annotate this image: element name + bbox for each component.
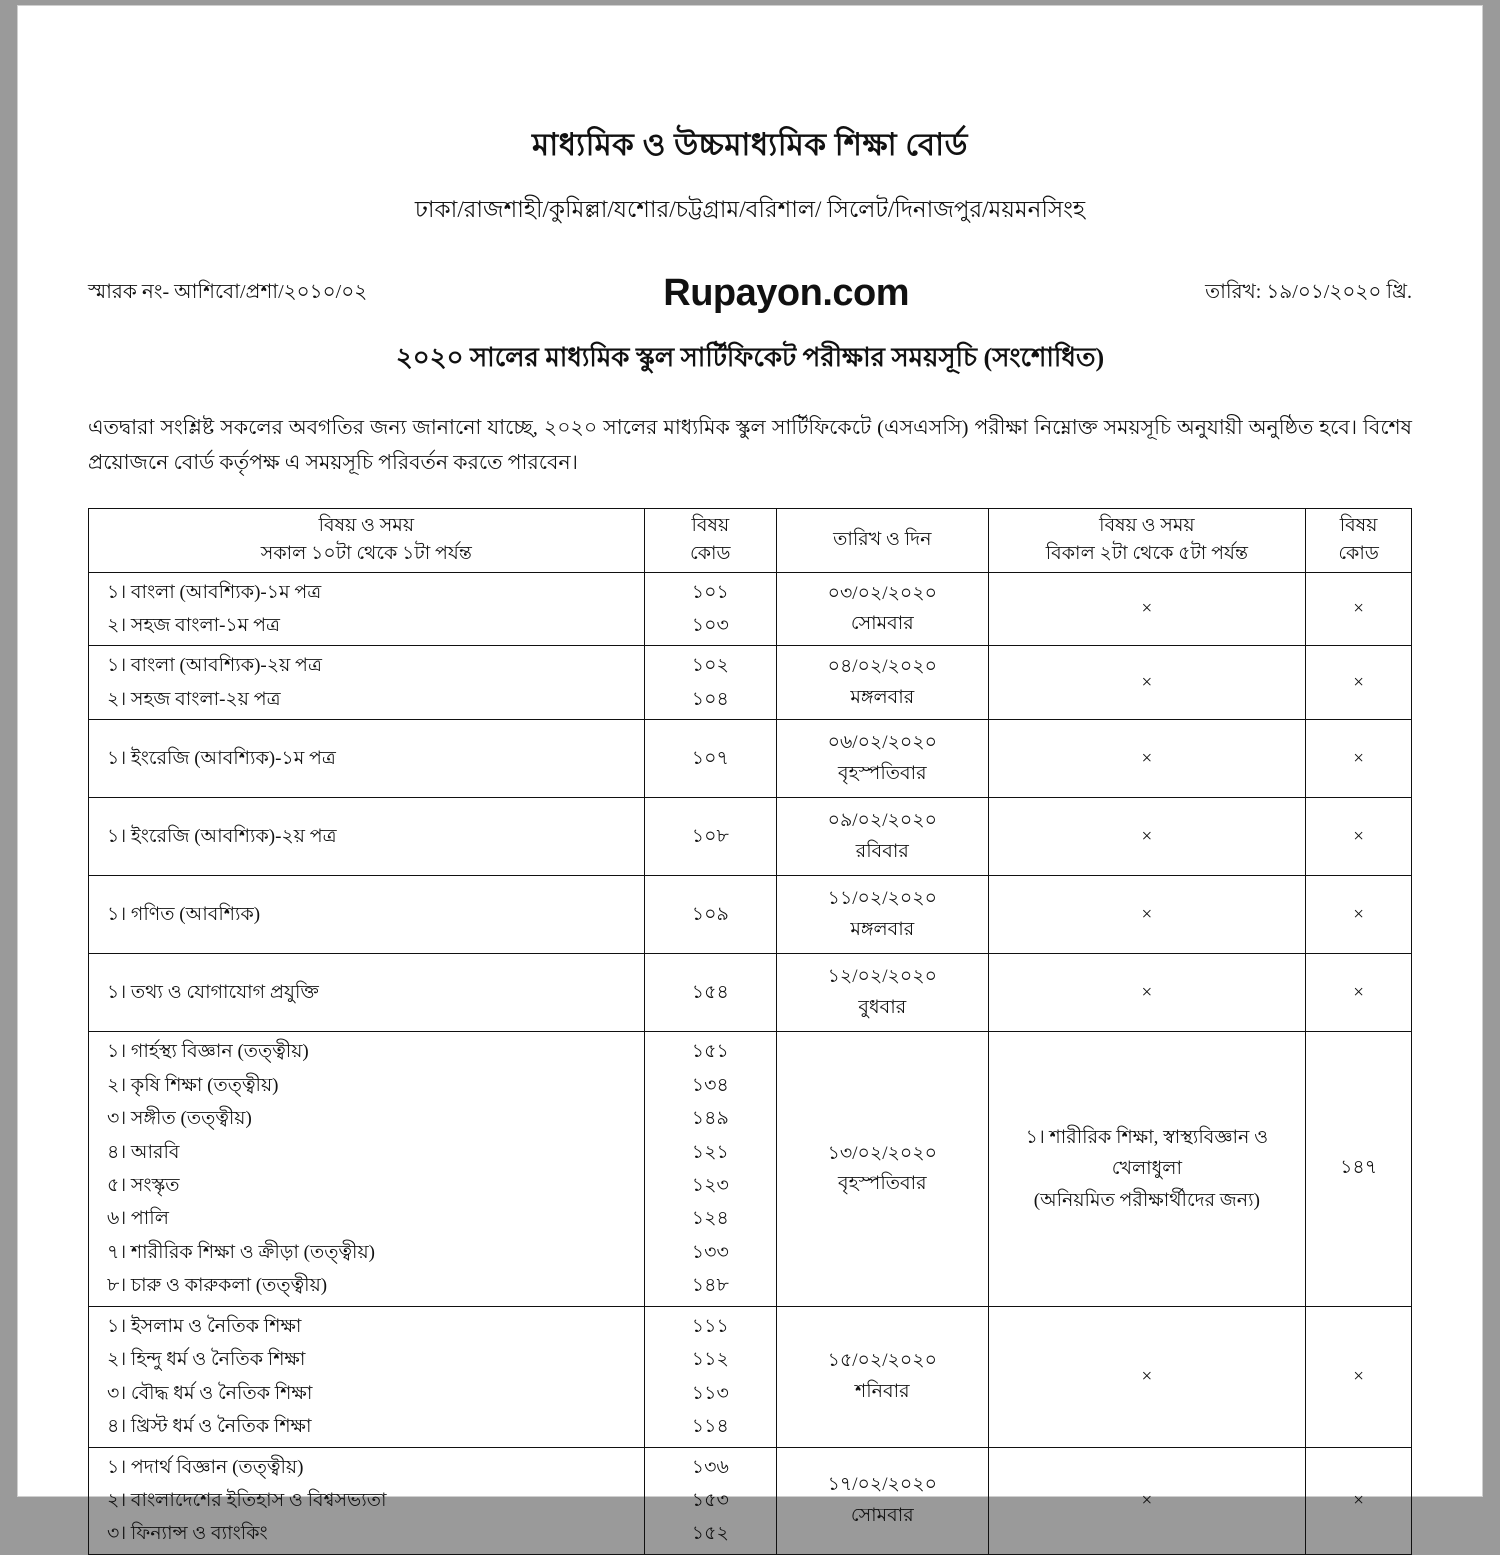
cell-afternoon-subject: × [988,1306,1306,1447]
cell-morning-subjects [89,572,645,646]
exam-schedule-table [88,508,1412,1555]
subject-line: ২। হিন্দু ধর্ম ও নৈতিক শিক্ষা [107,1349,306,1371]
code-line: ১০৩ [691,614,729,636]
day-text: মঙ্গলবার [850,918,915,940]
day-text: বৃহস্পতিবার [838,1173,927,1194]
cell-subject-codes [644,954,776,1032]
date-text: ০৬/০২/২০২০ [827,732,937,754]
th-afternoon-subject-line2: বিকাল ২টা থেকে ৫টা পর্যন্ত [1045,543,1249,564]
date-text: ১৭/০২/২০২০ [827,1474,937,1496]
table-body [89,572,1412,1554]
cell-afternoon-subject: × [988,876,1306,954]
th-subject-code-line1: বিষয় [691,514,730,536]
intro-paragraph: এতদ্বারা সংশ্লিষ্ট সকলের অবগতির জন্য জানানো যাচ্ছে, ২০২০ সালের মাধ্যমিক স্কুল সার্টিফিকেটে (এসএসসি) পরীক্ষা নিম্নোক্ত সময়সূচি অনুযায়ী অনুষ্ঠিত হবে। বিশেষ প্রয়োজনে বোর্ড কর্তৃপক্ষ এ সময়সূচি পরিবর্তন করতে পারবেন। [88,417,1412,475]
table-header-row [89,508,1412,572]
cell-morning-subjects [89,876,645,954]
code-line: ১০২ [691,655,729,677]
cell-afternoon-code: × [1306,798,1412,876]
cell-morning-subjects [89,646,645,720]
cell-afternoon-subject [988,1032,1306,1307]
subject-line: ১। বাংলা (আবশ্যিক)-১ম পত্র [107,581,322,603]
subject-line: ১। ইংরেজি (আবশ্যিক)-১ম পত্র [107,748,336,770]
table-row [89,646,1412,720]
code-line: ১০৯ [691,904,729,926]
date-text: ০৩/০২/২০২০ [827,582,937,604]
cell-date [776,876,988,954]
code-line: ১৪৯ [691,1108,729,1130]
day-text: মঙ্গলবার [850,686,915,708]
subject-line: ৪। খ্রিস্ট ধর্ম ও নৈতিক শিক্ষা [107,1416,312,1438]
cell-date [776,572,988,646]
cell-morning-subjects [89,798,645,876]
table-row [89,572,1412,646]
table-row [89,1306,1412,1447]
cell-subject-codes [644,1032,776,1307]
th-afternoon-subject [988,508,1306,572]
subject-line: ৬। পালি [107,1208,169,1230]
code-line: ১৫১ [691,1041,729,1063]
cell-morning-subjects [89,1032,645,1307]
cell-date [776,646,988,720]
th-afternoon-code-line2: কোড [1338,543,1379,564]
code-line: ১৪৮ [691,1275,729,1297]
cell-morning-subjects [89,1447,645,1554]
code-line: ১১৩ [691,1382,729,1404]
subject-line: ২। বাংলাদেশের ইতিহাস ও বিশ্বসভ্যতা [107,1489,387,1511]
code-line: ১৫৪ [691,982,729,1004]
code-line: ১০৪ [691,688,729,710]
th-morning-subject [89,508,645,572]
cell-afternoon-subject: × [988,798,1306,876]
day-text: সোমবার [850,612,914,634]
table-row [89,1032,1412,1307]
date-text: ১৩/০২/২০২০ [827,1142,937,1164]
th-date-day [776,508,988,572]
code-line: ১২৩ [691,1175,729,1196]
watermark-text: Rupayon.com [663,272,910,314]
code-line: ১২১ [691,1141,729,1163]
meta-row [88,272,1412,315]
th-afternoon-subject-line1: বিষয় ও সময় [1099,514,1195,536]
th-subject-code [644,508,776,572]
day-text: বুধবার [858,996,907,1018]
subject-line: ৫। সংস্কৃত [107,1175,180,1196]
cell-morning-subjects [89,720,645,798]
subject-line: ১। গণিত (আবশ্যিক) [107,904,261,926]
subject-line: ১। তথ্য ও যোগাযোগ প্রযুক্তি [107,982,319,1004]
day-text: সোমবার [850,1504,914,1526]
day-text: বৃহস্পতিবার [838,762,927,784]
code-line: ১১১ [691,1315,729,1337]
th-subject-code-line2: কোড [690,543,731,564]
th-morning-subject-line1: বিষয় ও সময় [318,514,415,536]
cell-afternoon-subject: × [988,720,1306,798]
cell-afternoon-code: × [1306,720,1412,798]
board-title: মাধ্যমিক ও উচ্চমাধ্যমিক শিক্ষা বোর্ড [532,127,968,162]
table-row [89,876,1412,954]
subject-line: ১। পদার্থ বিজ্ঞান (তত্ত্বীয়) [107,1456,304,1478]
table-row [89,954,1412,1032]
subject-line: ৩। সঙ্গীত (তত্ত্বীয়) [107,1108,252,1130]
code-line: ১৩৬ [691,1456,729,1478]
code-line: ১৩৩ [691,1241,729,1263]
date-text: ০৯/০২/২০২০ [827,810,937,832]
cell-morning-subjects [89,1306,645,1447]
th-afternoon-code-line1: বিষয় [1339,514,1378,536]
subject-line: ২। সহজ বাংলা-২য় পত্র [107,688,281,710]
cell-afternoon-code: × [1306,954,1412,1032]
cell-afternoon-code: × [1306,876,1412,954]
cell-morning-subjects [89,954,645,1032]
subject-line: ৪। আরবি [107,1141,180,1163]
subject-line: ১। ইসলাম ও নৈতিক শিক্ষা [107,1315,302,1337]
cell-subject-codes [644,1447,776,1554]
document-body [18,121,1482,1555]
date-text: ১২/০২/২০২০ [827,966,937,988]
cell-subject-codes [644,572,776,646]
day-text: রবিবার [855,840,909,862]
subject-line: ১। বাংলা (আবশ্যিক)-২য় পত্র [107,655,322,677]
subject-line: ১। ইংরেজি (আবশ্যিক)-২য় পত্র [107,826,337,848]
cell-afternoon-subject: × [988,646,1306,720]
document-date: তারিখ: ১৯/০১/২০২০ খ্রি. [1205,281,1412,303]
subject-line: ২। কৃষি শিক্ষা (তত্ত্বীয়) [107,1074,279,1096]
cell-afternoon-subject: × [988,572,1306,646]
cell-subject-codes [644,1306,776,1447]
date-text: ১১/০২/২০২০ [827,888,937,910]
cell-afternoon-code: ১৪৭ [1306,1032,1412,1307]
table-head [89,508,1412,572]
cell-subject-codes [644,798,776,876]
cell-date [776,1032,988,1307]
code-line: ১২৪ [691,1208,729,1230]
cell-afternoon-code: × [1306,646,1412,720]
cell-afternoon-code: × [1306,1306,1412,1447]
code-line: ১৫২ [691,1523,729,1545]
afternoon-line: (অনিয়মিত পরীক্ষার্থীদের জন্য) [1033,1189,1260,1211]
code-line: ১১৪ [691,1416,729,1438]
table-row [89,720,1412,798]
th-morning-subject-line2: সকাল ১০টা থেকে ১টা পর্যন্ত [260,543,472,564]
date-text: ১৫/০২/২০২০ [827,1350,937,1372]
afternoon-line: খেলাধুলা [1111,1158,1182,1180]
subject-line: ৩। ফিন্যান্স ও ব্যাংকিং [107,1523,268,1545]
subject-line: ৮। চারু ও কারুকলা (তত্ত্বীয়) [107,1275,328,1297]
day-text: শনিবার [855,1380,910,1402]
cell-date [776,1306,988,1447]
cell-afternoon-subject: × [988,1447,1306,1554]
code-line: ১৩৪ [691,1074,729,1096]
subject-line: ৭। শারীরিক শিক্ষা ও ক্রীড়া (তত্ত্বীয়) [107,1241,375,1263]
th-date-day-line1: তারিখ ও দিন [833,528,932,550]
table-row [89,798,1412,876]
code-line: ১০৭ [691,748,729,770]
cell-date [776,954,988,1032]
subject-line: ২। সহজ বাংলা-১ম পত্র [107,614,280,636]
cell-date [776,1447,988,1554]
subject-line: ৩। বৌদ্ধ ধর্ম ও নৈতিক শিক্ষা [107,1382,313,1404]
page-title: ২০২০ সালের মাধ্যমিক স্কুল সার্টিফিকেট পরীক্ষার সময়সূচি (সংশোধিত) [395,343,1105,372]
table-row [89,1447,1412,1554]
cell-afternoon-code: × [1306,572,1412,646]
memo-number: স্মারক নং- আশিবো/প্রশা/২০১০/০২ [88,281,368,303]
document-page [18,6,1482,1545]
cell-subject-codes [644,720,776,798]
th-afternoon-code [1306,508,1412,572]
cell-afternoon-code: × [1306,1447,1412,1554]
cell-subject-codes [644,646,776,720]
cell-date [776,798,988,876]
code-line: ১১২ [691,1349,729,1371]
date-text: ০৪/০২/২০২০ [827,656,937,678]
cell-afternoon-subject: × [988,954,1306,1032]
board-subtitle: ঢাকা/রাজশাহী/কুমিল্লা/যশোর/চট্টগ্রাম/বরিশাল/ সিলেট/দিনাজপুর/ময়মনসিংহ [414,197,1086,222]
afternoon-line: ১। শারীরিক শিক্ষা, স্বাস্থ্যবিজ্ঞান ও [1025,1126,1269,1148]
subject-line: ১। গার্হস্থ্য বিজ্ঞান (তত্ত্বীয়) [107,1041,309,1063]
code-line: ১৫৩ [691,1489,729,1511]
cell-date [776,720,988,798]
cell-subject-codes [644,876,776,954]
code-line: ১০১ [691,581,729,603]
code-line: ১০৮ [691,826,729,848]
